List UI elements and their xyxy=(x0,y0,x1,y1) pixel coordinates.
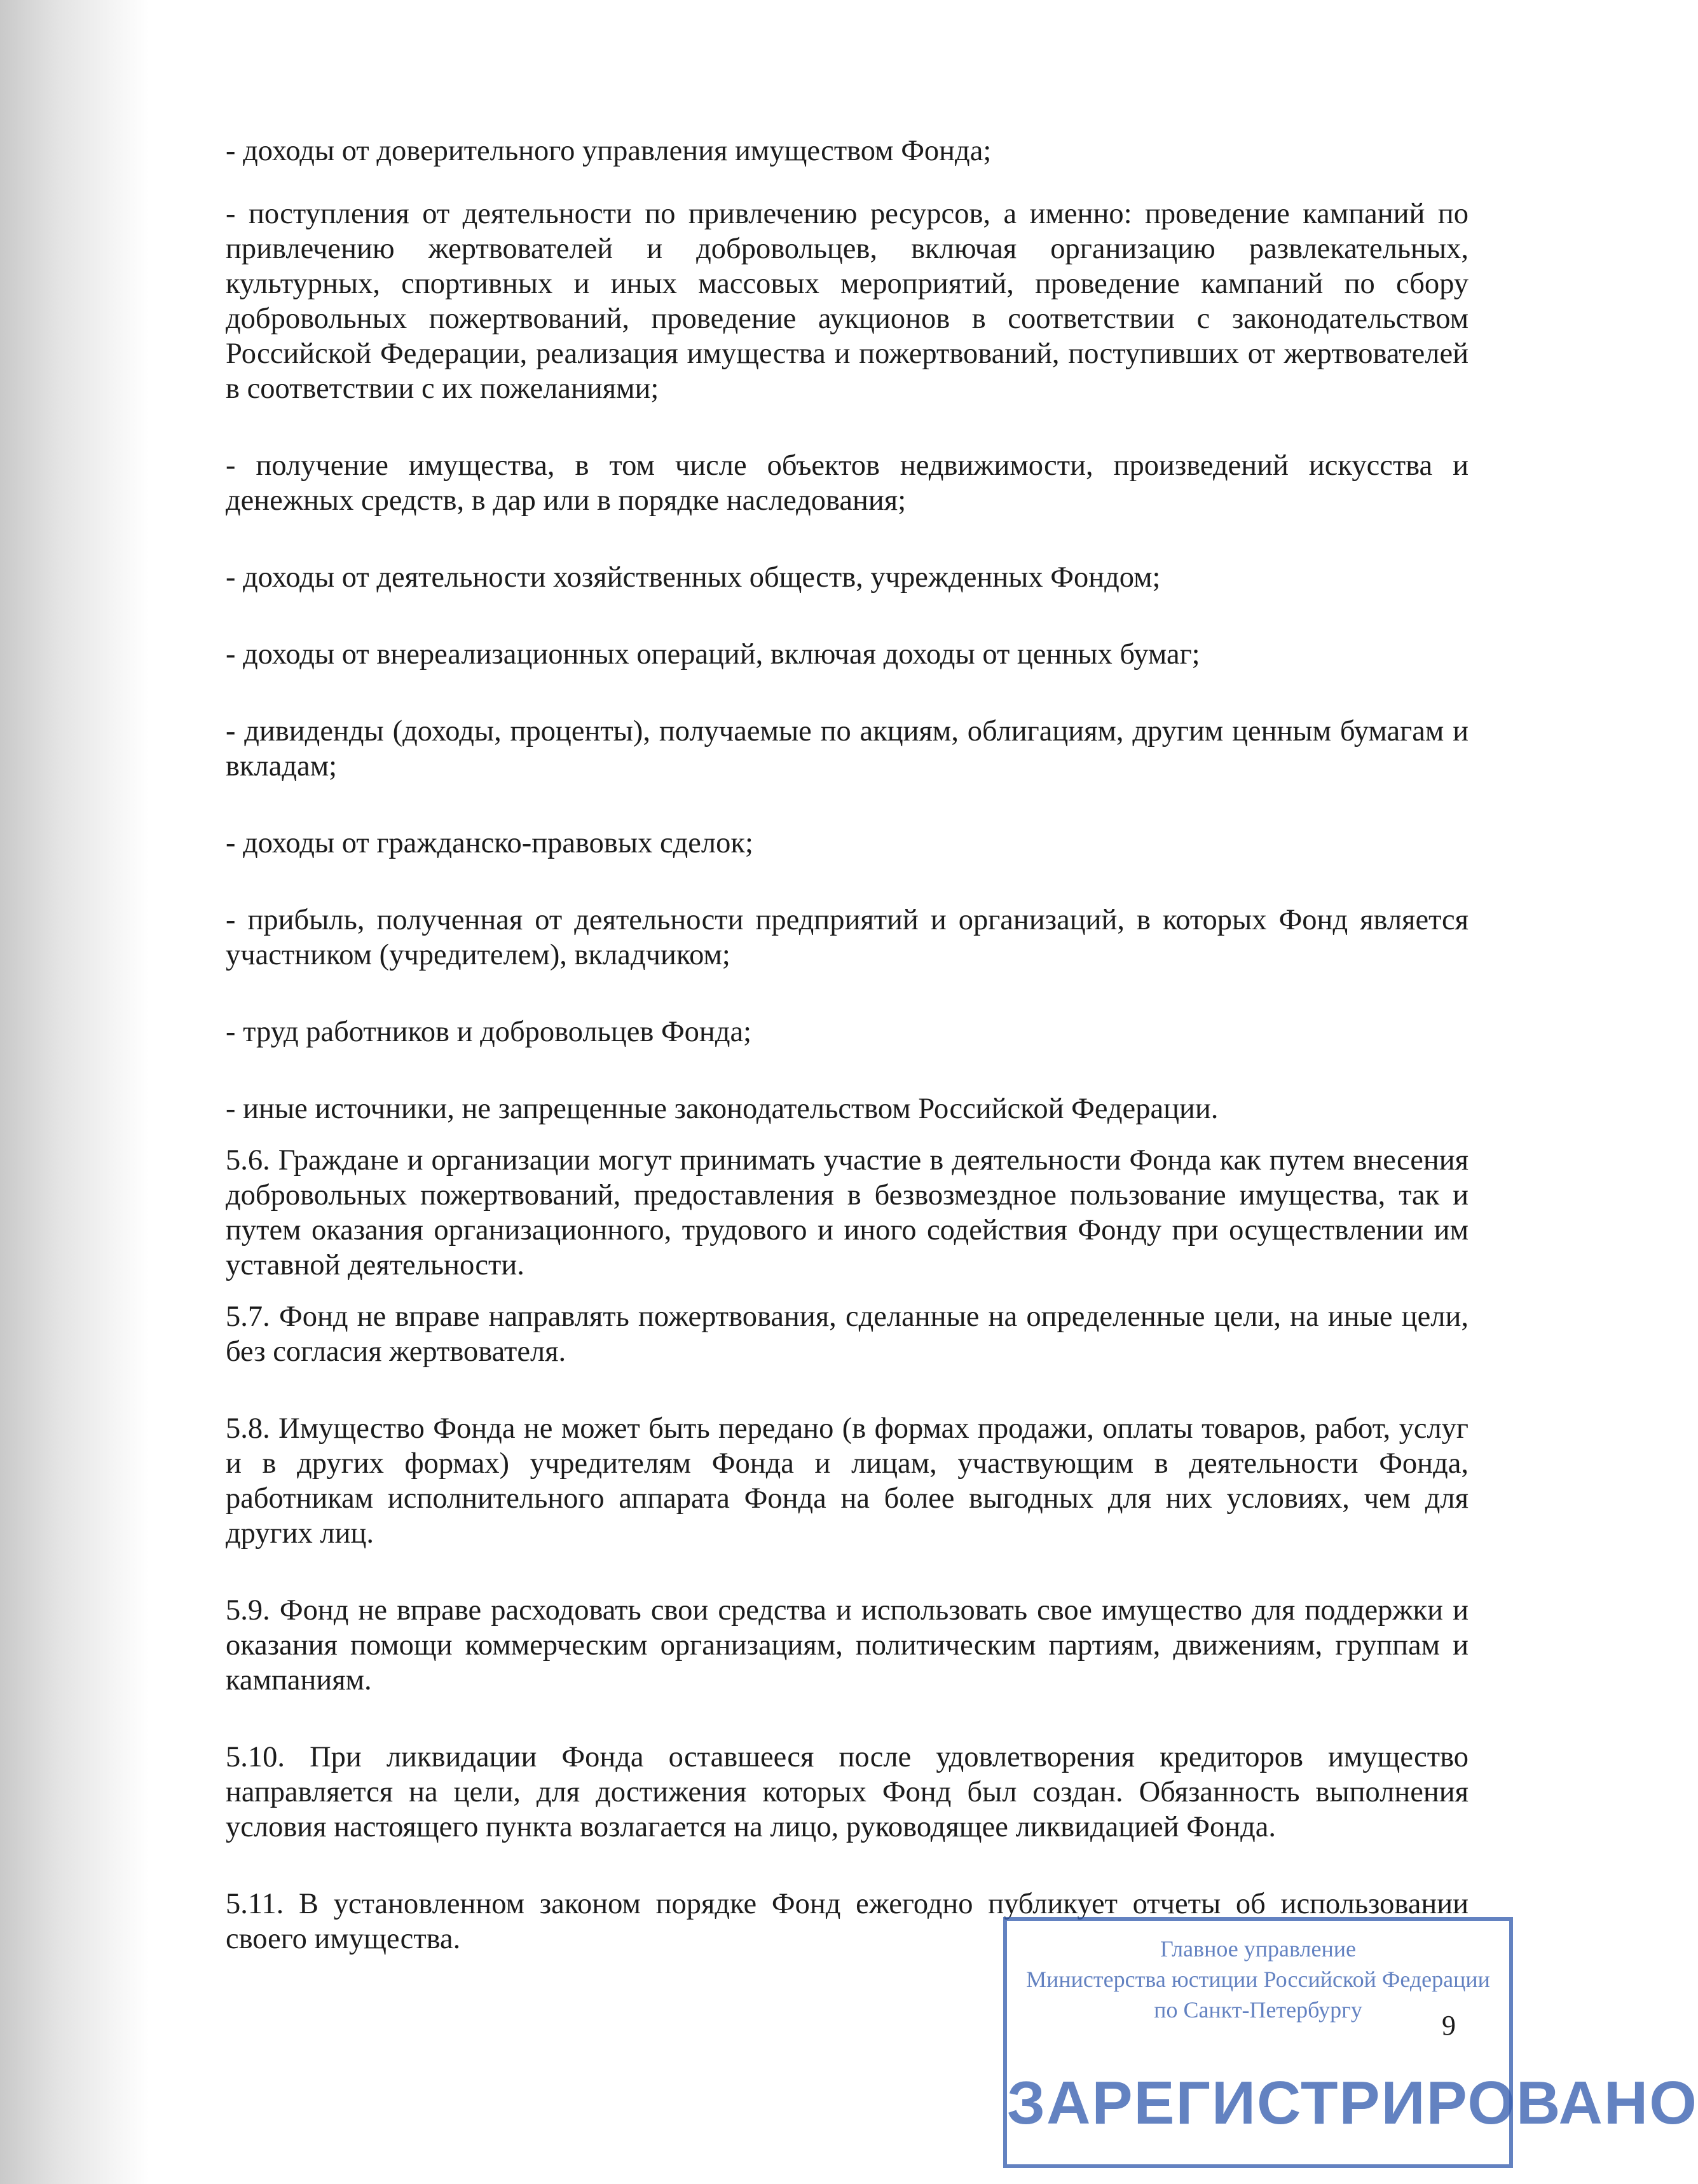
stamp-authority-line: Главное управление xyxy=(1160,1936,1356,1962)
page-number: 9 xyxy=(1442,2010,1456,2041)
paragraph-civil-transactions: - доходы от гражданско-правовых сделок; xyxy=(226,827,753,859)
stamp-city-line: по Санкт-Петербургу xyxy=(1154,1997,1362,2023)
document-body xyxy=(226,133,1469,1984)
paragraph-trust-management-income: - доходы от доверительного управления имуществом Фонда; xyxy=(226,135,992,167)
paragraph-enterprise-profit: - прибыль, полученная от деятельности предприятий и организаций, в которых Фонд является участником (учредителем), вкладчиком; xyxy=(226,904,1469,971)
stamp-ministry-line: Министерства юстиции Российской Федерации xyxy=(1026,1967,1490,1992)
paragraph-dividends: - дивиденды (доходы, проценты), получаемые по акциям, облигациям, другим ценным бумагам и вкладам; xyxy=(226,715,1469,782)
section-5-9: 5.9. Фонд не вправе расходовать свои средства и использовать свое имущество для поддержки и оказания помощи коммерческим организациям, политическим партиям, движениям, группам и кампаниям. xyxy=(226,1594,1469,1696)
paragraph-property-donations: - получение имущества, в том числе объектов недвижимости, произведений искусства и денежных средств, в дар или в порядке наследования; xyxy=(226,449,1469,517)
stamp-registered-word: ЗАРЕГИСТРИРОВАНО xyxy=(1007,2069,1698,2137)
section-5-10: 5.10. При ликвидации Фонда оставшееся после удовлетворения кредиторов имущество направляется на цели, для достижения которых Фонд был создан. Обязанность выполнения условия настоящего пункта возлагается на лицо, руководящее ликвидацией Фонда. xyxy=(226,1741,1469,1843)
paragraph-business-income: - доходы от деятельности хозяйственных обществ, учрежденных Фондом; xyxy=(226,561,1161,594)
scan-shadow-edge xyxy=(0,0,149,2184)
paragraph-non-operating-income: - доходы от внереализационных операций, включая доходы от ценных бумаг; xyxy=(226,638,1200,671)
paragraph-other-sources: - иные источники, не запрещенные законодательством Российской Федерации. xyxy=(226,1093,1219,1125)
section-5-11: 5.11. В установленном законом порядке Фонд ежегодно публикует отчеты об использовании своего имущества. xyxy=(226,1888,1469,1955)
section-5-7: 5.7. Фонд не вправе направлять пожертвования, сделанные на определенные цели, на иные цели, без согласия жертвователя. xyxy=(226,1300,1469,1368)
section-5-8: 5.8. Имущество Фонда не может быть передано (в формах продажи, оплаты товаров, работ, услуг и в других формах) учредителям Фонда и лицам, участвующим в деятельности Фонда, работникам исполнительного аппарата Фонда на более выгодных для них условиях, чем для других лиц. xyxy=(226,1412,1469,1550)
section-5-6: 5.6. Граждане и организации могут принимать участие в деятельности Фонда как путем внесения добровольных пожертвований, предоставления в безвозмездное пользование имущества, так и путем оказания организационного, трудового и иного содействия Фонду при осуществлении им уставной деятельности. xyxy=(226,1144,1469,1281)
paragraph-volunteer-labor: - труд работников и добровольцев Фонда; xyxy=(226,1016,752,1048)
paragraph-fundraising-income: - поступления от деятельности по привлечению ресурсов, а именно: проведение кампаний по привлечению жертвователей и добровольцев, включая организацию развлекательных, культурных, спортивных и иных массовых мероприятий, проведение кампаний по сбору добровольных пожертвований, проведение аукционов в соответствии с законодательством Российской Федерации, реализация имущества и пожертвований, поступивших от жертвователей в соответствии с их пожеланиями; xyxy=(226,198,1469,405)
registration-stamp xyxy=(1003,1917,1698,2168)
